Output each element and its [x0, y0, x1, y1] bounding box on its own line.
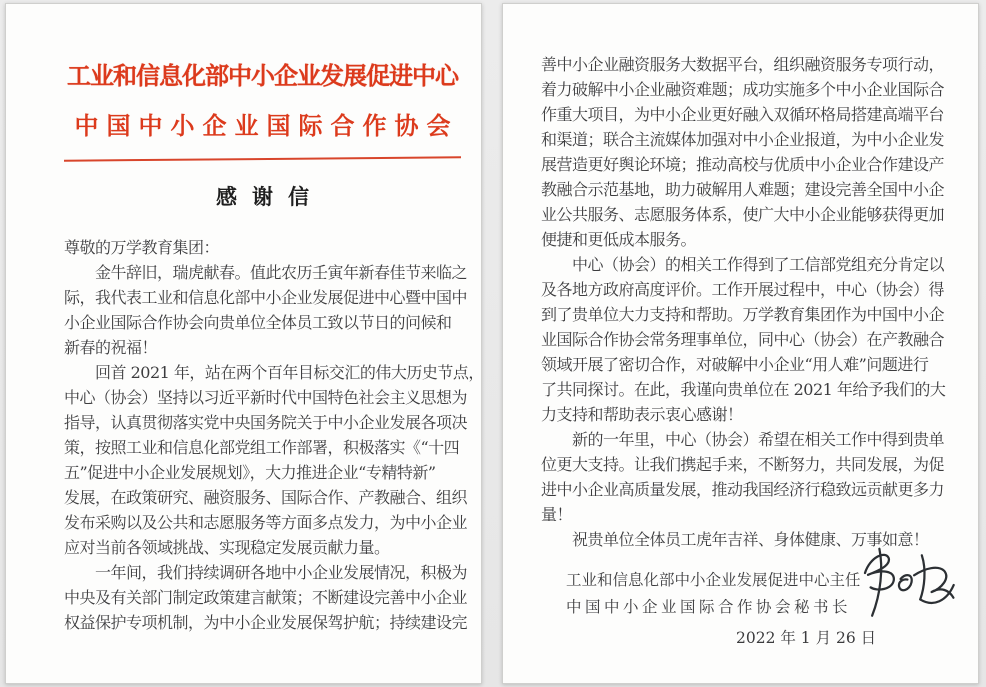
body-text-line: 进中小企业高质量发展，推动我国经济行稳致远贡献更多力 [541, 480, 945, 499]
letterhead-divider [64, 156, 461, 161]
org-name-line2: 中国中小企业国际合作协会 [74, 111, 459, 140]
body-text-line: 权益保护专项机制，为中小企业发展保驾护航；持续建设完 [64, 613, 468, 632]
body-text-line: 善中小企业融资服务大数据平台，组织融资服务专项行动， [541, 55, 945, 74]
org-name-line1: 工业和信息化部中小企业发展促进中心 [67, 61, 458, 90]
body-text-line: 作重大项目，为中小企业更好融入双循环格局搭建高端平台 [541, 105, 945, 124]
body-text-line: 五”促进中小企业发展规划》，大力推进企业“专精特新” [64, 463, 436, 482]
body-text-line: 发布采购以及公共和志愿服务等方面多点发力，为中小企业 [64, 513, 468, 532]
letter-page-1 [5, 3, 482, 684]
body-text-line: 指导，认真贯彻落实党中央国务院关于中小企业发展各项决 [64, 413, 468, 432]
body-text-line: 领域开展了密切合作，对破解中小企业“用人难”问题进行 [541, 355, 929, 374]
body-text-line: 教融合示范基地，助力破解用人难题；建设完善全国中小企 [541, 180, 945, 199]
body-text-line: 中心（协会）坚持以习近平新时代中国特色社会主义思想为 [64, 388, 468, 407]
body-text-line: 中心（协会）的相关工作得到了工信部党组充分肯定以 [541, 255, 945, 274]
body-text-line: 中央及有关部门制定政策建言献策；不断建设完善中小企业 [64, 588, 468, 607]
body-text-line: 际，我代表工业和信息化部中小企业发展促进中心暨中国中 [64, 288, 468, 307]
body-text-line: 回首 2021 年，站在两个百年目标交汇的伟大历史节点， [64, 363, 484, 382]
body-text-line: 祝贵单位全体员工虎年吉祥、身体健康、万事如意！ [541, 530, 929, 549]
sender-title-line1: 工业和信息化部中小企业发展促进中心主任 [566, 571, 861, 589]
body-text-line: 了共同探讨。在此，我谨向贵单位在 2021 年给予我们的大 [541, 380, 946, 399]
body-text-line: 展营造更好舆论环境；推动高校与优质中小企业合作建设产 [541, 155, 945, 174]
body-text-line: 位更大支持。让我们携起手来，不断努力，共同发展，为促 [541, 455, 945, 474]
body-text-line: 着力破解中小企业融资难题；成功实施多个中小企业国际合 [541, 80, 945, 99]
body-text-line: 及各地方政府高度评价。工作开展过程中，中心（协会）得 [541, 280, 945, 299]
body-text-line: 新的一年里，中心（协会）希望在相关工作中得到贵单 [541, 430, 945, 449]
body-text-line: 业公共服务、志愿服务体系，使广大中小企业能够获得更加 [541, 205, 945, 224]
body-text-line: 便捷和更低成本服务。 [541, 230, 697, 249]
body-text-line: 应对当前各领域挑战、实现稳定发展贡献力量。 [64, 538, 390, 557]
body-text-line: 量！ [541, 505, 573, 524]
body-text-line: 尊敬的万学教育集团： [64, 238, 220, 257]
letter-body-page1 [6, 235, 484, 635]
body-text-line: 和渠道；联合主流媒体加强对中小企业报道，为中小企业发 [541, 130, 945, 149]
handwritten-signature [836, 539, 958, 633]
letterhead [6, 4, 481, 212]
body-text-line: 到了贵单位大力支持和帮助。万学教育集团作为中国中小企 [541, 305, 945, 324]
body-text-line: 金牛辞旧，瑞虎献春。值此农历壬寅年新春佳节来临之 [64, 263, 468, 282]
letter-body-page2 [503, 4, 978, 552]
body-text-line: 一年间，我们持续调研各地中小企业发展情况，积极为 [64, 563, 468, 582]
sender-title-line2: 中国中小企业国际合作协会秘书长 [566, 598, 852, 616]
letter-date: 2022 年 1 月 26 日 [736, 629, 877, 647]
body-text-line: 策，按照工业和信息化部党组工作部署，积极落实《“十四 [64, 438, 460, 457]
body-text-line: 力支持和帮助表示衷心感谢！ [541, 405, 743, 424]
body-text-line: 业国际合作协会常务理事单位，同中心（协会）在产教融合 [541, 330, 945, 349]
body-text-line: 新春的祝福！ [64, 338, 158, 357]
letter-title: 感谢信 [216, 184, 324, 209]
body-text-line: 发展，在政策研究、融资服务、国际合作、产教融合、组织 [64, 488, 468, 507]
letter-page-2 [502, 3, 979, 684]
body-text-line: 小企业国际合作协会向贵单位全体员工致以节日的问候和 [64, 313, 452, 332]
